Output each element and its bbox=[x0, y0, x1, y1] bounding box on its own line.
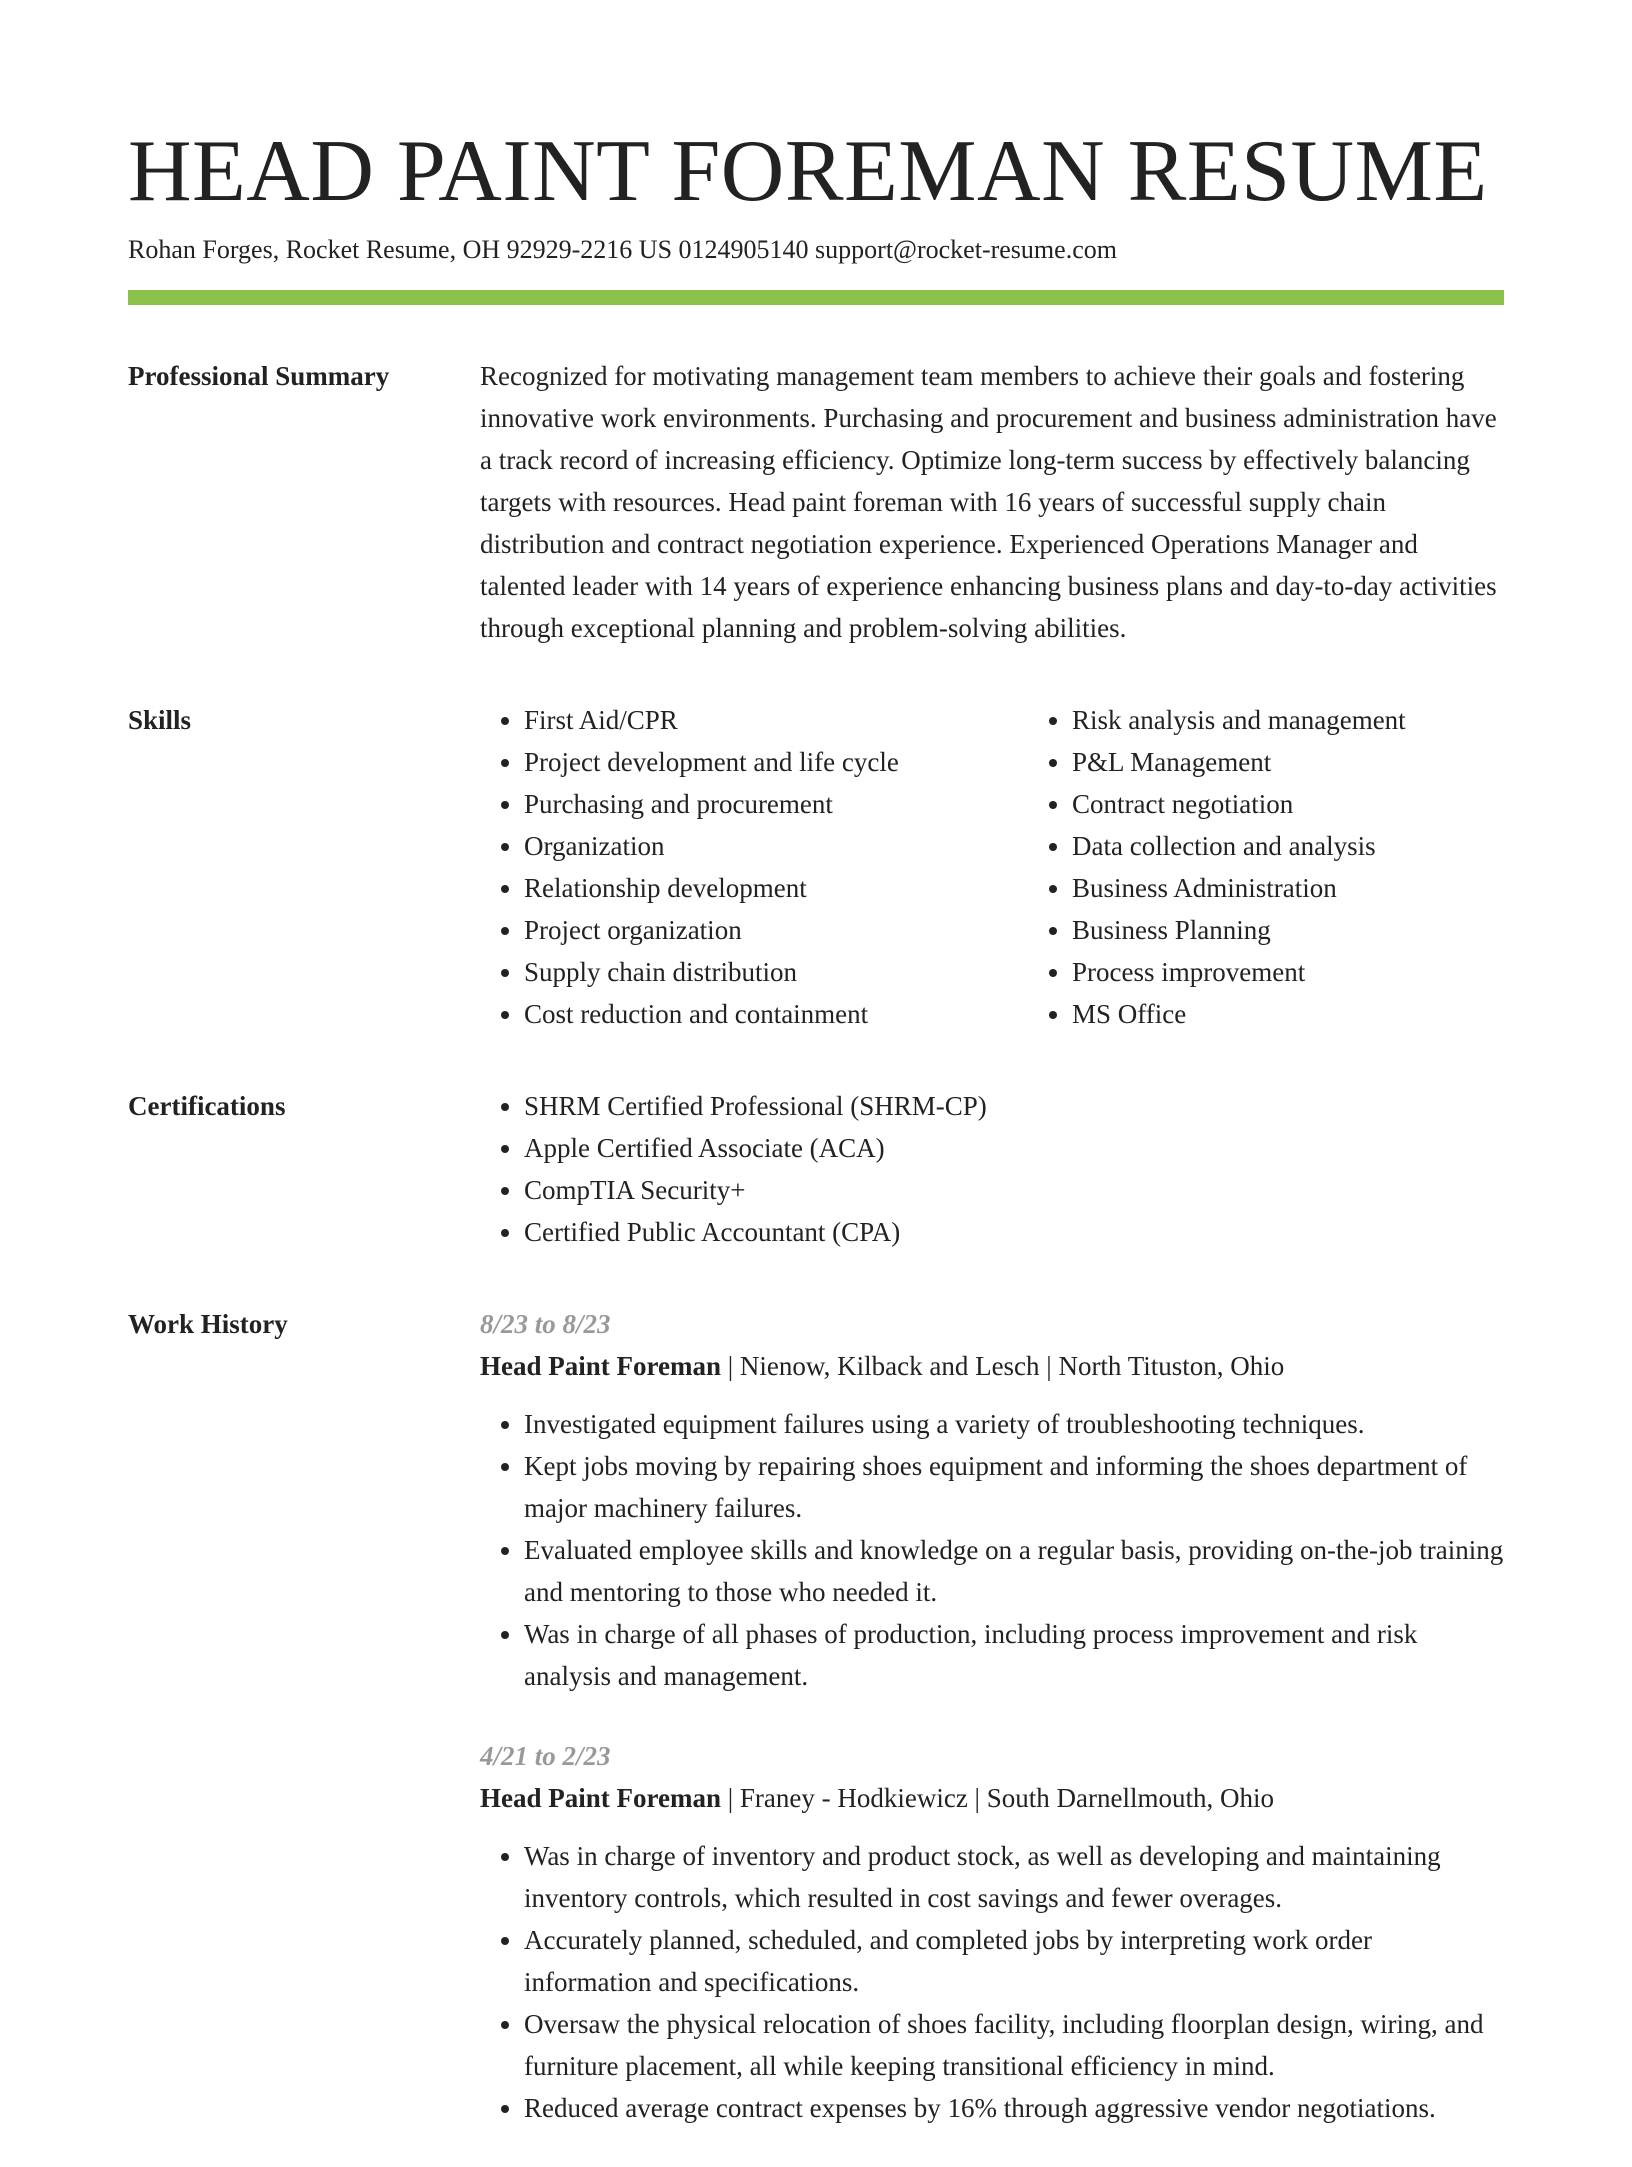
work-history-label: Work History bbox=[128, 1309, 288, 1339]
job-bullet: • Investigated equipment failures using a variety of troubleshooting techniques. bbox=[524, 1403, 1504, 1445]
job-bullets bbox=[480, 1835, 1504, 2129]
skills-section bbox=[128, 699, 1504, 1035]
skill-item: • MS Office bbox=[1072, 993, 1576, 1035]
certification-item: • Certified Public Accountant (CPA) bbox=[524, 1211, 1504, 1253]
skill-item: • Cost reduction and containment bbox=[524, 993, 1028, 1035]
accent-divider bbox=[128, 290, 1504, 305]
skill-item: • Supply chain distribution bbox=[524, 951, 1028, 993]
job-title: Head Paint Foreman bbox=[480, 1783, 721, 1813]
job-bullet: • Oversaw the physical relocation of shoes facility, including floorplan design, wiring, and furniture placement, all while keeping transitional efficiency in mind. bbox=[524, 2003, 1504, 2087]
skill-item: • Business Planning bbox=[1072, 909, 1576, 951]
skill-item: • Purchasing and procurement bbox=[524, 783, 1028, 825]
job-heading bbox=[480, 1777, 1504, 1819]
contact-line: Rohan Forges, Rocket Resume, OH 92929-2216 US 0124905140 support@rocket-resume.com bbox=[128, 235, 1117, 264]
job-dates: 8/23 to 8/23 bbox=[480, 1309, 611, 1339]
job-employer-location: | Franey - Hodkiewicz | South Darnellmouth, Ohio bbox=[720, 1783, 1274, 1813]
skill-item: • Project development and life cycle bbox=[524, 741, 1028, 783]
skill-item: • Project organization bbox=[524, 909, 1028, 951]
job-heading bbox=[480, 1345, 1504, 1387]
summary-label: Professional Summary bbox=[128, 361, 390, 391]
certification-item: • SHRM Certified Professional (SHRM-CP) bbox=[524, 1085, 1504, 1127]
skills-label: Skills bbox=[128, 705, 192, 735]
certification-item: • CompTIA Security+ bbox=[524, 1169, 1504, 1211]
resume-page bbox=[128, 0, 1504, 2167]
skill-item: • Risk analysis and management bbox=[1072, 699, 1576, 741]
skill-item: • Relationship development bbox=[524, 867, 1028, 909]
certifications-list bbox=[480, 1085, 1504, 1253]
skills-list-left bbox=[480, 699, 1028, 1035]
job-bullet: • Accurately planned, scheduled, and completed jobs by interpreting work order information and specifications. bbox=[524, 1919, 1504, 2003]
job-bullet: • Was in charge of all phases of production, including process improvement and risk analysis and management. bbox=[524, 1613, 1504, 1697]
certification-item: • Apple Certified Associate (ACA) bbox=[524, 1127, 1504, 1169]
job-employer-location: | Nienow, Kilback and Lesch | North Tituston, Ohio bbox=[720, 1351, 1285, 1381]
skill-item: • First Aid/CPR bbox=[524, 699, 1028, 741]
summary-section bbox=[128, 355, 1504, 649]
skill-item: • P&L Management bbox=[1072, 741, 1576, 783]
resume-title: HEAD PAINT FOREMAN RESUME bbox=[128, 123, 1488, 220]
job-entry bbox=[480, 1303, 1504, 1697]
job-bullet: • Was in charge of inventory and product stock, as well as developing and maintaining inventory controls, which resulted in cost savings and fewer overages. bbox=[524, 1835, 1504, 1919]
job-title: Head Paint Foreman bbox=[480, 1351, 721, 1381]
skills-list-right bbox=[1028, 699, 1576, 1035]
skill-item: • Organization bbox=[524, 825, 1028, 867]
certifications-label: Certifications bbox=[128, 1091, 286, 1121]
job-bullets bbox=[480, 1403, 1504, 1697]
certifications-section bbox=[128, 1085, 1504, 1253]
job-dates: 4/21 to 2/23 bbox=[480, 1741, 611, 1771]
skill-item: • Business Administration bbox=[1072, 867, 1576, 909]
summary-text: Recognized for motivating management team members to achieve their goals and fostering innovative work environments. Purchasing and procurement and business administration have a track record of increasing efficiency. Optimize long-term success by effectively balancing targets with resources. Head paint foreman with 16 years of successful supply chain distribution and contract negotiation experience. Experienced Operations Manager and talented leader with 14 years of experience enhancing business plans and day-to-day activities through exceptional planning and problem-solving abilities. bbox=[480, 361, 1497, 643]
skill-item: • Process improvement bbox=[1072, 951, 1576, 993]
job-bullet: • Kept jobs moving by repairing shoes equipment and informing the shoes department of major machinery failures. bbox=[524, 1445, 1504, 1529]
job-entry bbox=[480, 1735, 1504, 2129]
skill-item: • Contract negotiation bbox=[1072, 783, 1576, 825]
work-history-section bbox=[128, 1303, 1504, 2167]
job-bullet: • Reduced average contract expenses by 16% through aggressive vendor negotiations. bbox=[524, 2087, 1504, 2129]
job-bullet: • Evaluated employee skills and knowledge on a regular basis, providing on-the-job training and mentoring to those who needed it. bbox=[524, 1529, 1504, 1613]
skill-item: • Data collection and analysis bbox=[1072, 825, 1576, 867]
